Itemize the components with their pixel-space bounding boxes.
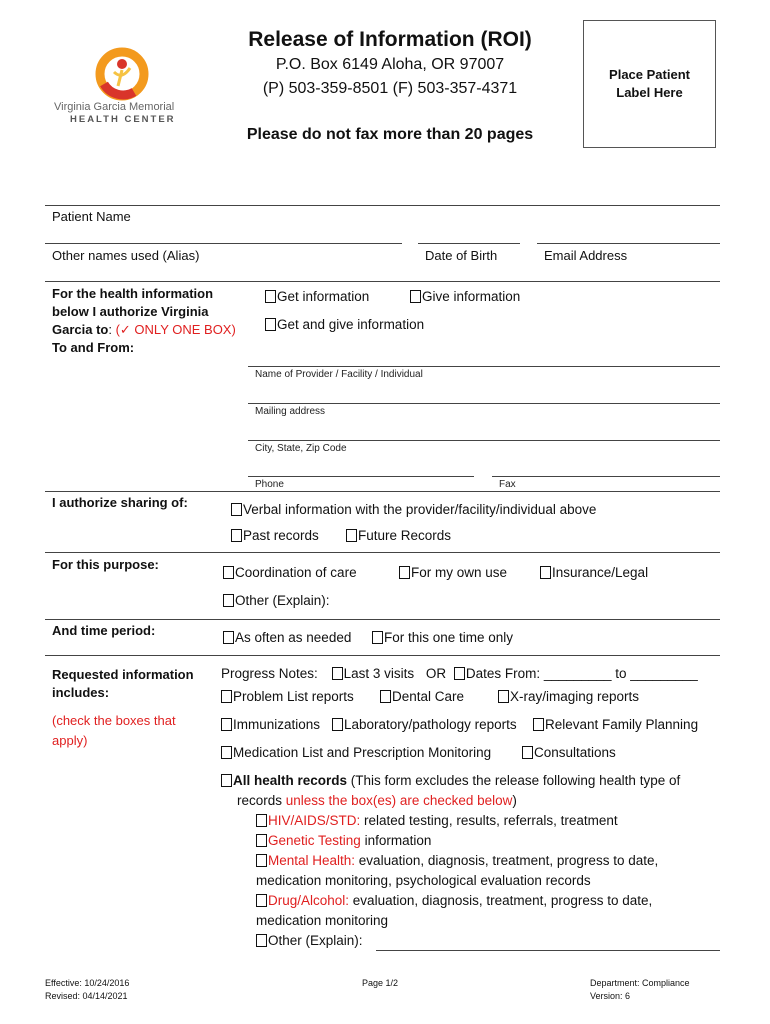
checkbox[interactable] bbox=[221, 746, 232, 759]
checkbox[interactable] bbox=[332, 667, 343, 680]
phone-field[interactable] bbox=[248, 476, 474, 477]
checkbox[interactable] bbox=[223, 566, 234, 579]
checkbox[interactable] bbox=[265, 318, 276, 331]
mental-health-option[interactable]: Mental Health: evaluation, diagnosis, treatment, progress to date, bbox=[256, 853, 658, 868]
get-info-option[interactable]: Get information bbox=[265, 289, 369, 304]
footer-department: Department: Compliance Version: 6 bbox=[590, 978, 690, 1001]
xray-option[interactable]: X-ray/imaging reports bbox=[498, 689, 639, 704]
other-explain-field[interactable] bbox=[376, 950, 720, 951]
mental-health-line2: medication monitoring, psychological evaluation records bbox=[256, 873, 591, 888]
alias-field[interactable] bbox=[45, 243, 402, 244]
mailing-address-field[interactable] bbox=[248, 403, 720, 404]
get-give-info-option[interactable]: Get and give information bbox=[265, 317, 424, 332]
divider bbox=[45, 205, 720, 206]
checkbox[interactable] bbox=[410, 290, 421, 303]
requested-info-label: Requested information includes: bbox=[52, 667, 194, 700]
authorize-label: For the health information below I authorize Virginia Garcia to: (✓ ONLY ONE BOX) To and From: bbox=[52, 286, 236, 355]
dob-label: Date of Birth bbox=[425, 248, 498, 263]
fax-label: Fax bbox=[499, 479, 516, 490]
checkbox[interactable] bbox=[372, 631, 383, 644]
phone-label: Phone bbox=[255, 479, 284, 490]
alias-label: Other names used (Alias) bbox=[52, 248, 200, 263]
footer-dates: Effective: 10/24/2016 Revised: 04/14/2021 bbox=[45, 978, 130, 1001]
insurance-option[interactable]: Insurance/Legal bbox=[540, 565, 648, 580]
health-center-logo-icon bbox=[92, 44, 152, 102]
checkbox[interactable] bbox=[223, 631, 234, 644]
checkbox[interactable] bbox=[223, 594, 234, 607]
logo-name: Virginia Garcia Memorial bbox=[54, 101, 175, 113]
city-label: City, State, Zip Code bbox=[255, 443, 347, 454]
checkbox[interactable] bbox=[256, 834, 267, 847]
address-line: P.O. Box 6149 Aloha, OR 97007 bbox=[275, 56, 505, 73]
page-number: Page 1/2 bbox=[362, 978, 399, 988]
divider bbox=[45, 281, 720, 282]
divider bbox=[45, 655, 720, 656]
records-other-option[interactable]: Other (Explain): bbox=[256, 933, 363, 948]
checkbox[interactable] bbox=[221, 690, 232, 703]
hiv-option[interactable]: HIV/AIDS/STD: related testing, results, referrals, treatment bbox=[256, 813, 618, 828]
dob-field[interactable] bbox=[418, 243, 520, 244]
lab-option[interactable]: Laboratory/pathology reports bbox=[332, 717, 517, 732]
own-use-option[interactable]: For my own use bbox=[399, 565, 507, 580]
divider bbox=[45, 552, 720, 553]
progress-notes-row: Progress Notes: Last 3 visits OR Dates From: _________ to _________ bbox=[221, 666, 698, 681]
immunizations-option[interactable]: Immunizations bbox=[221, 717, 320, 732]
checkbox[interactable] bbox=[332, 718, 343, 731]
all-records-option[interactable]: All health records (This form excludes the release following health type of bbox=[221, 773, 680, 788]
check-boxes-note: (check the boxes that apply) bbox=[52, 713, 176, 748]
consultations-option[interactable]: Consultations bbox=[522, 745, 616, 760]
city-field[interactable] bbox=[248, 440, 720, 441]
dental-option[interactable]: Dental Care bbox=[380, 689, 464, 704]
sharing-label: I authorize sharing of: bbox=[52, 495, 188, 510]
mailing-address-label: Mailing address bbox=[255, 406, 326, 417]
family-planning-option[interactable]: Relevant Family Planning bbox=[533, 717, 698, 732]
checkbox[interactable] bbox=[380, 690, 391, 703]
fax-notice: Please do not fax more than 20 pages bbox=[246, 126, 534, 143]
one-time-option[interactable]: For this one time only bbox=[372, 630, 513, 645]
genetic-option[interactable]: Genetic Testing information bbox=[256, 833, 431, 848]
page-title: Release of Information (ROI) bbox=[248, 28, 532, 51]
patient-label-box: Place Patient Label Here bbox=[583, 20, 716, 148]
checkbox[interactable] bbox=[231, 503, 242, 516]
checkbox[interactable] bbox=[265, 290, 276, 303]
checkbox[interactable] bbox=[256, 894, 267, 907]
checkbox[interactable] bbox=[221, 774, 232, 787]
divider bbox=[45, 491, 720, 492]
patient-name-label: Patient Name bbox=[52, 209, 131, 224]
verbal-info-option[interactable]: Verbal information with the provider/facility/individual above bbox=[231, 502, 596, 517]
drug-alcohol-option[interactable]: Drug/Alcohol: evaluation, diagnosis, treatment, progress to date, bbox=[256, 893, 652, 908]
phone-fax-line: (P) 503-359-8501 (F) 503-357-4371 bbox=[262, 80, 518, 97]
problem-list-option[interactable]: Problem List reports bbox=[221, 689, 354, 704]
purpose-label: For this purpose: bbox=[52, 557, 159, 572]
email-field[interactable] bbox=[537, 243, 720, 244]
medication-option[interactable]: Medication List and Prescription Monitoring bbox=[221, 745, 491, 760]
checkbox[interactable] bbox=[231, 529, 242, 542]
logo-subtitle: HEALTH CENTER bbox=[70, 114, 176, 125]
checkbox[interactable] bbox=[399, 566, 410, 579]
time-period-label: And time period: bbox=[52, 623, 156, 638]
checkbox[interactable] bbox=[346, 529, 357, 542]
provider-name-field[interactable] bbox=[248, 366, 720, 367]
purpose-other-option[interactable]: Other (Explain): bbox=[223, 593, 330, 608]
checkbox[interactable] bbox=[522, 746, 533, 759]
fax-field[interactable] bbox=[492, 476, 720, 477]
future-records-option[interactable]: Future Records bbox=[346, 528, 451, 543]
records-note: records unless the box(es) are checked below) bbox=[237, 793, 517, 808]
checkbox[interactable] bbox=[498, 690, 509, 703]
checkbox[interactable] bbox=[454, 667, 465, 680]
drug-alcohol-line2: medication monitoring bbox=[256, 913, 389, 928]
checkbox[interactable] bbox=[533, 718, 544, 731]
email-label: Email Address bbox=[544, 248, 628, 263]
provider-name-label: Name of Provider / Facility / Individual bbox=[255, 369, 423, 380]
checkbox[interactable] bbox=[256, 814, 267, 827]
as-often-option[interactable]: As often as needed bbox=[223, 630, 351, 645]
divider bbox=[45, 619, 720, 620]
past-records-option[interactable]: Past records bbox=[231, 528, 319, 543]
give-info-option[interactable]: Give information bbox=[410, 289, 520, 304]
checkbox[interactable] bbox=[540, 566, 551, 579]
coordination-option[interactable]: Coordination of care bbox=[223, 565, 357, 580]
checkbox[interactable] bbox=[256, 934, 267, 947]
checkbox[interactable] bbox=[256, 854, 267, 867]
checkbox[interactable] bbox=[221, 718, 232, 731]
